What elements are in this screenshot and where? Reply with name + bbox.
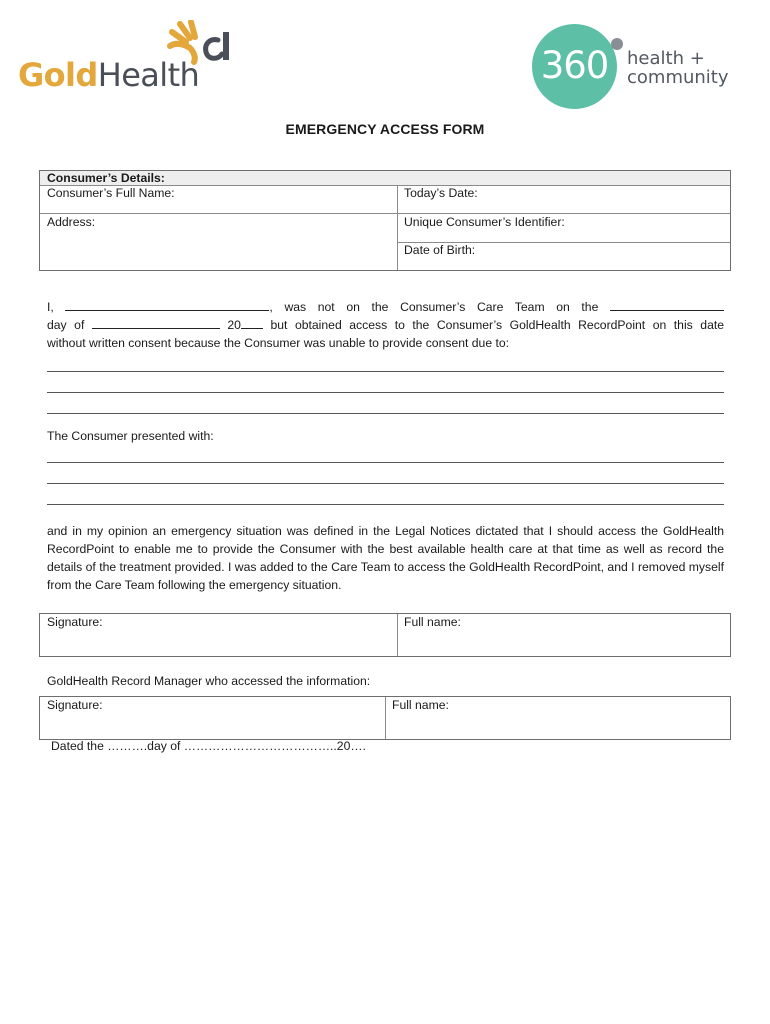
signature-table-2 <box>39 696 731 740</box>
logo-line-community: community <box>627 67 729 88</box>
consumer-full-name-field[interactable]: Consumer’s Full Name: <box>47 186 175 200</box>
year-blank[interactable] <box>241 316 263 329</box>
reason-write-line[interactable] <box>47 371 724 372</box>
logo-line-health: health + <box>627 48 705 69</box>
opinion-paragraph: and in my opinion an emergency situation was defined in the Legal Notices dictated that I should access the GoldHealth RecordPoint to enable me to provide the Consumer with the best available health care at that time as well as record the details of the treatment provided. I was added to the Care Team to access the GoldHealth RecordPoint, and I removed myself from the Care Team following the emergency situation. <box>47 524 724 592</box>
signature-field-2[interactable]: Signature: <box>47 698 103 712</box>
declaration-line-1: I, , was not on the Consumer’s Care Team on the <box>47 298 724 316</box>
presented-with-label: The Consumer presented with: <box>47 429 214 443</box>
signature-table-1 <box>39 613 731 657</box>
logo-360-number: 360 <box>540 44 609 87</box>
360-health-community-logo <box>528 22 748 114</box>
presentation-write-line[interactable] <box>47 483 724 484</box>
date-blank[interactable] <box>610 298 724 311</box>
divider <box>40 213 730 214</box>
presentation-write-line[interactable] <box>47 462 724 463</box>
consumer-details-table <box>39 170 731 271</box>
todays-date-field[interactable]: Today’s Date: <box>404 186 478 200</box>
date-of-birth-field[interactable]: Date of Birth: <box>404 243 476 257</box>
address-field[interactable]: Address: <box>47 215 96 229</box>
consumer-identifier-field[interactable]: Unique Consumer’s Identifier: <box>404 215 565 229</box>
divider <box>397 185 398 270</box>
divider <box>385 697 386 739</box>
practitioner-name-blank[interactable] <box>65 298 269 311</box>
logo-dot <box>611 38 623 50</box>
consumer-details-heading: Consumer’s Details: <box>47 171 165 185</box>
full-name-field-2[interactable]: Full name: <box>392 698 449 712</box>
presentation-write-line[interactable] <box>47 504 724 505</box>
goldhealth-logo <box>18 20 228 100</box>
reason-write-line[interactable] <box>47 392 724 393</box>
goldhealth-wordmark: GoldHealth <box>18 56 200 94</box>
divider <box>397 614 398 656</box>
form-title: EMERGENCY ACCESS FORM <box>285 121 485 137</box>
reason-write-line[interactable] <box>47 413 724 414</box>
declaration-line-3: without written consent because the Consumer was unable to provide consent due to: <box>47 336 510 350</box>
record-manager-label: GoldHealth Record Manager who accessed the information: <box>47 674 371 688</box>
dated-line[interactable]: Dated the ……….day of ………………………………..20…. <box>51 739 366 753</box>
full-name-field-1[interactable]: Full name: <box>404 615 461 629</box>
signature-field-1[interactable]: Signature: <box>47 615 103 629</box>
month-blank[interactable] <box>92 316 220 329</box>
declaration-line-2: day of 20 but obtained access to the Consumer’s GoldHealth RecordPoint on this date <box>47 318 725 332</box>
